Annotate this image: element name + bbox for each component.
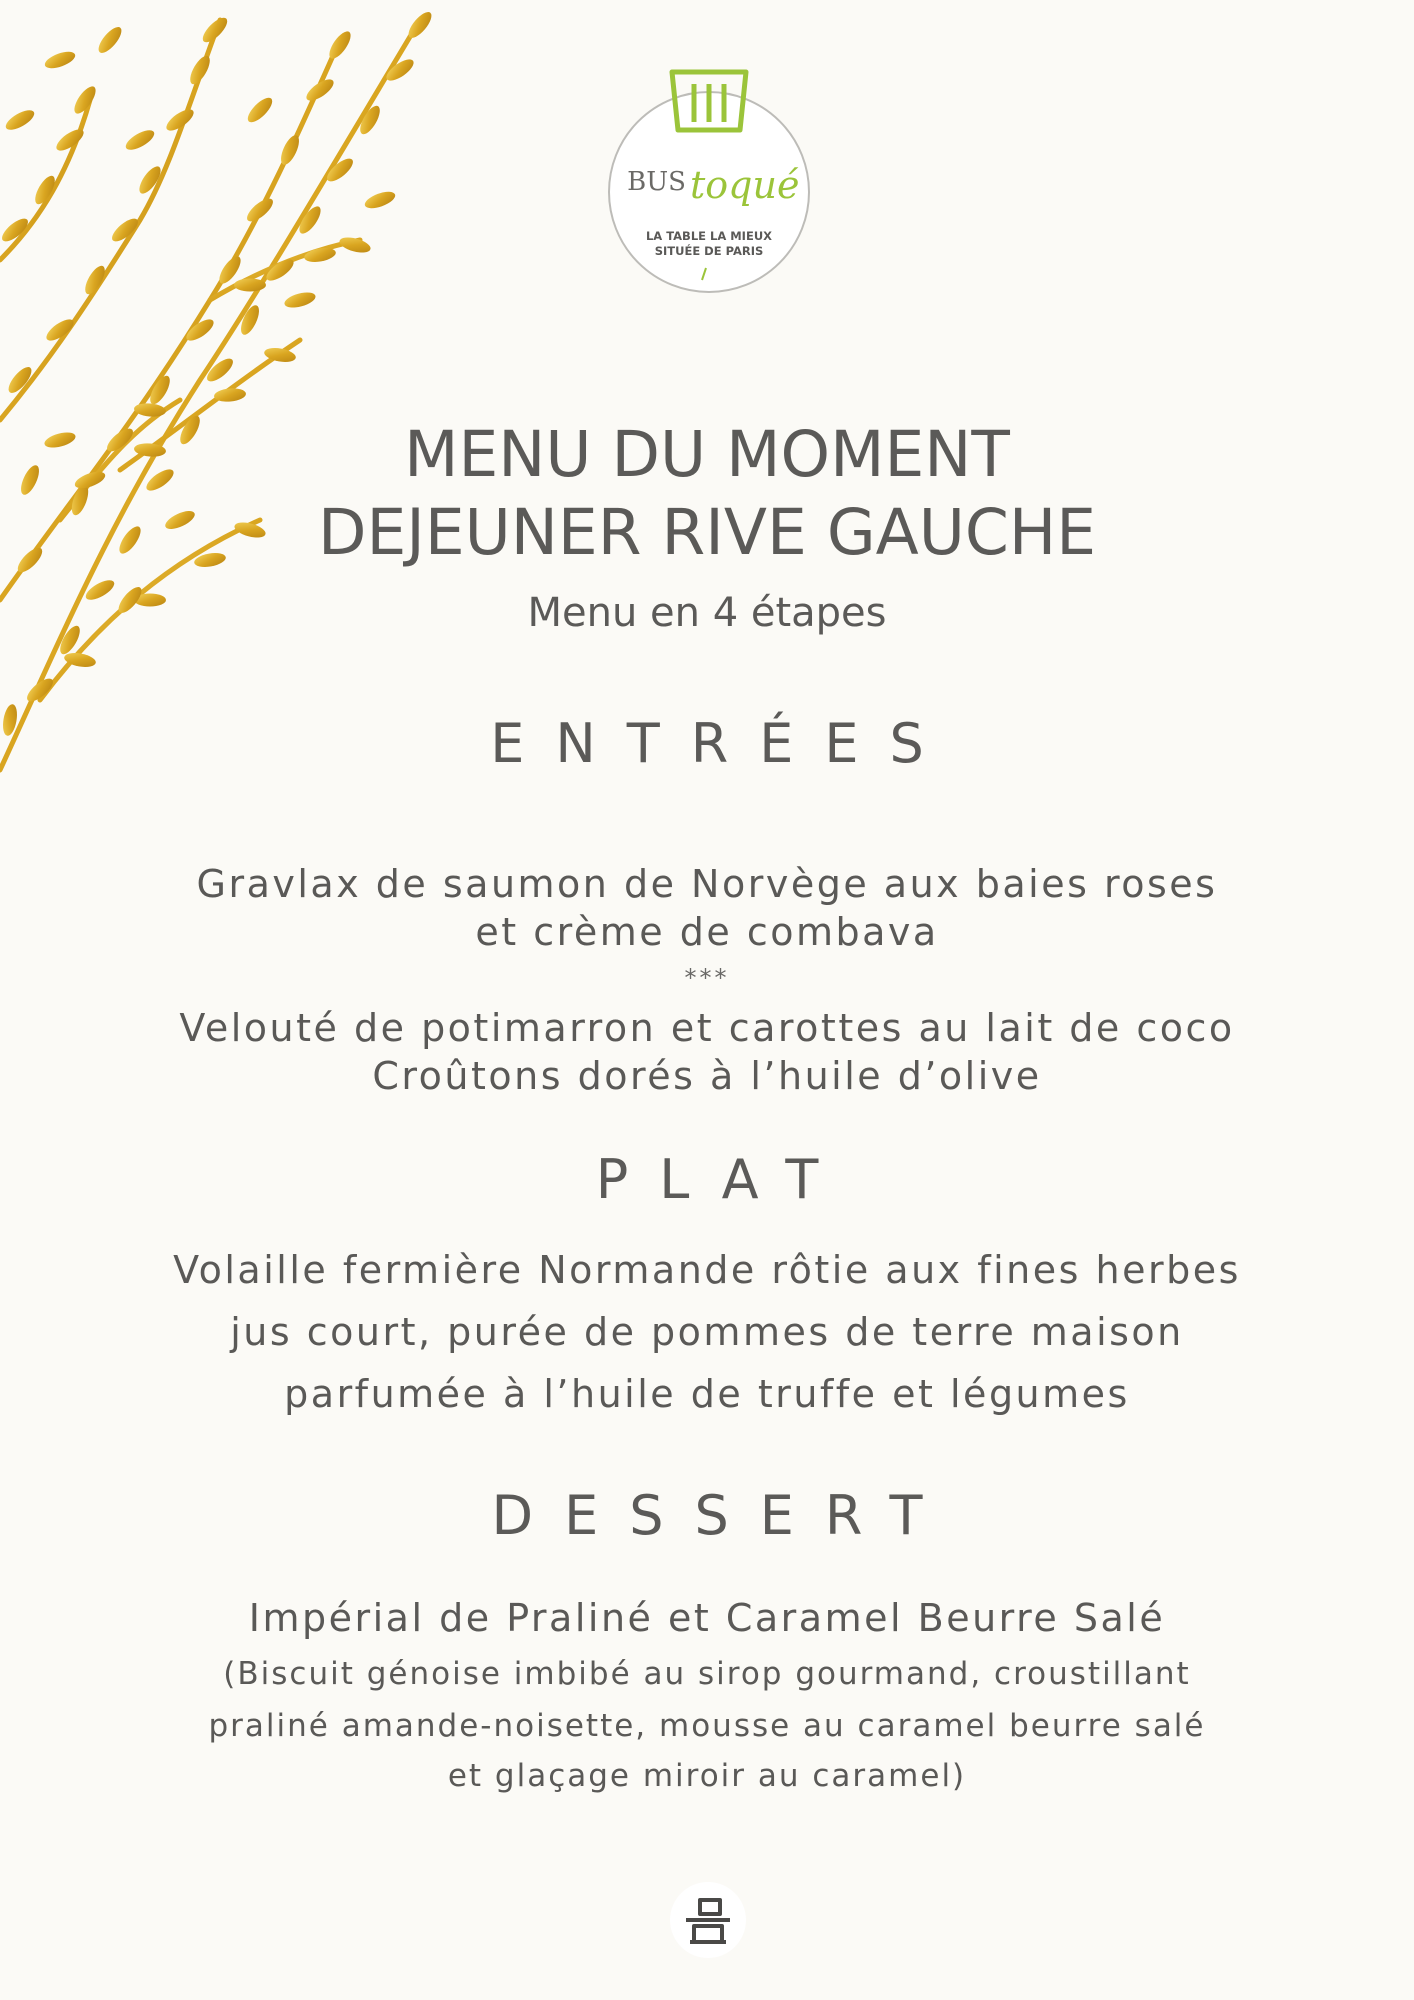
dessert-desc-line3: et glaçage miroir au caramel) xyxy=(447,1758,967,1794)
entree-dish1-line1: Gravlax de saumon de Norvège aux baies roses xyxy=(196,862,1218,906)
leaf xyxy=(123,126,157,153)
plat-line2: jus court, purée de pommes de terre maison xyxy=(230,1310,1184,1354)
leaf xyxy=(338,235,372,256)
golden-branches-decoration xyxy=(0,0,460,790)
section-heading-entrees: ENTRÉES xyxy=(490,712,955,775)
logo-brand-bus: BUS xyxy=(627,167,686,197)
restaurant-emblem-icon xyxy=(668,1880,748,1960)
leaf xyxy=(363,188,398,211)
leaf xyxy=(133,402,166,418)
menu-subtitle: Menu en 4 étapes xyxy=(527,590,887,636)
leaf xyxy=(244,195,277,226)
logo-tagline-line2: SITUÉE DE PARIS xyxy=(654,244,764,258)
leaf xyxy=(43,48,78,71)
leaf xyxy=(95,24,126,57)
plat-line3: parfumée à l’huile de truffe et légumes xyxy=(284,1372,1130,1416)
bustoque-logo xyxy=(602,60,816,300)
entree-dish2-line1: Velouté de potimarron et carottes au lait de coco xyxy=(179,1006,1235,1050)
dessert-title: Impérial de Praliné et Caramel Beurre Salé xyxy=(248,1596,1166,1640)
logo-tagline-line1: LA TABLE LA MIEUX xyxy=(645,229,773,243)
leaf xyxy=(244,94,276,126)
dessert-desc-line2: praliné amande-noisette, mousse au caramel beurre salé xyxy=(208,1708,1206,1744)
leaf xyxy=(277,133,302,167)
logo-brand-toque: toqué xyxy=(690,163,800,207)
leaf xyxy=(234,279,266,292)
section-heading-plat: PLAT xyxy=(595,1148,850,1211)
dessert-desc-line1: (Biscuit génoise imbibé au sirop gourmand, croustillant xyxy=(223,1656,1191,1692)
entree-separator: *** xyxy=(684,964,730,992)
menu-title-line1: MENU DU MOMENT xyxy=(404,418,1010,491)
menu-title-line2: DEJEUNER RIVE GAUCHE xyxy=(317,496,1097,569)
leaf xyxy=(325,28,354,62)
leaf xyxy=(3,106,37,133)
section-heading-dessert: DESSERT xyxy=(491,1484,954,1547)
leaf xyxy=(199,14,231,46)
leaf xyxy=(283,290,317,311)
leaf xyxy=(405,9,436,42)
plat-line1: Volaille fermière Normande rôtie aux fines herbes xyxy=(173,1248,1241,1292)
entree-dish2-line2: Croûtons dorés à l’huile d’olive xyxy=(372,1054,1042,1098)
entree-dish1-line2: et crème de combava xyxy=(475,910,939,954)
